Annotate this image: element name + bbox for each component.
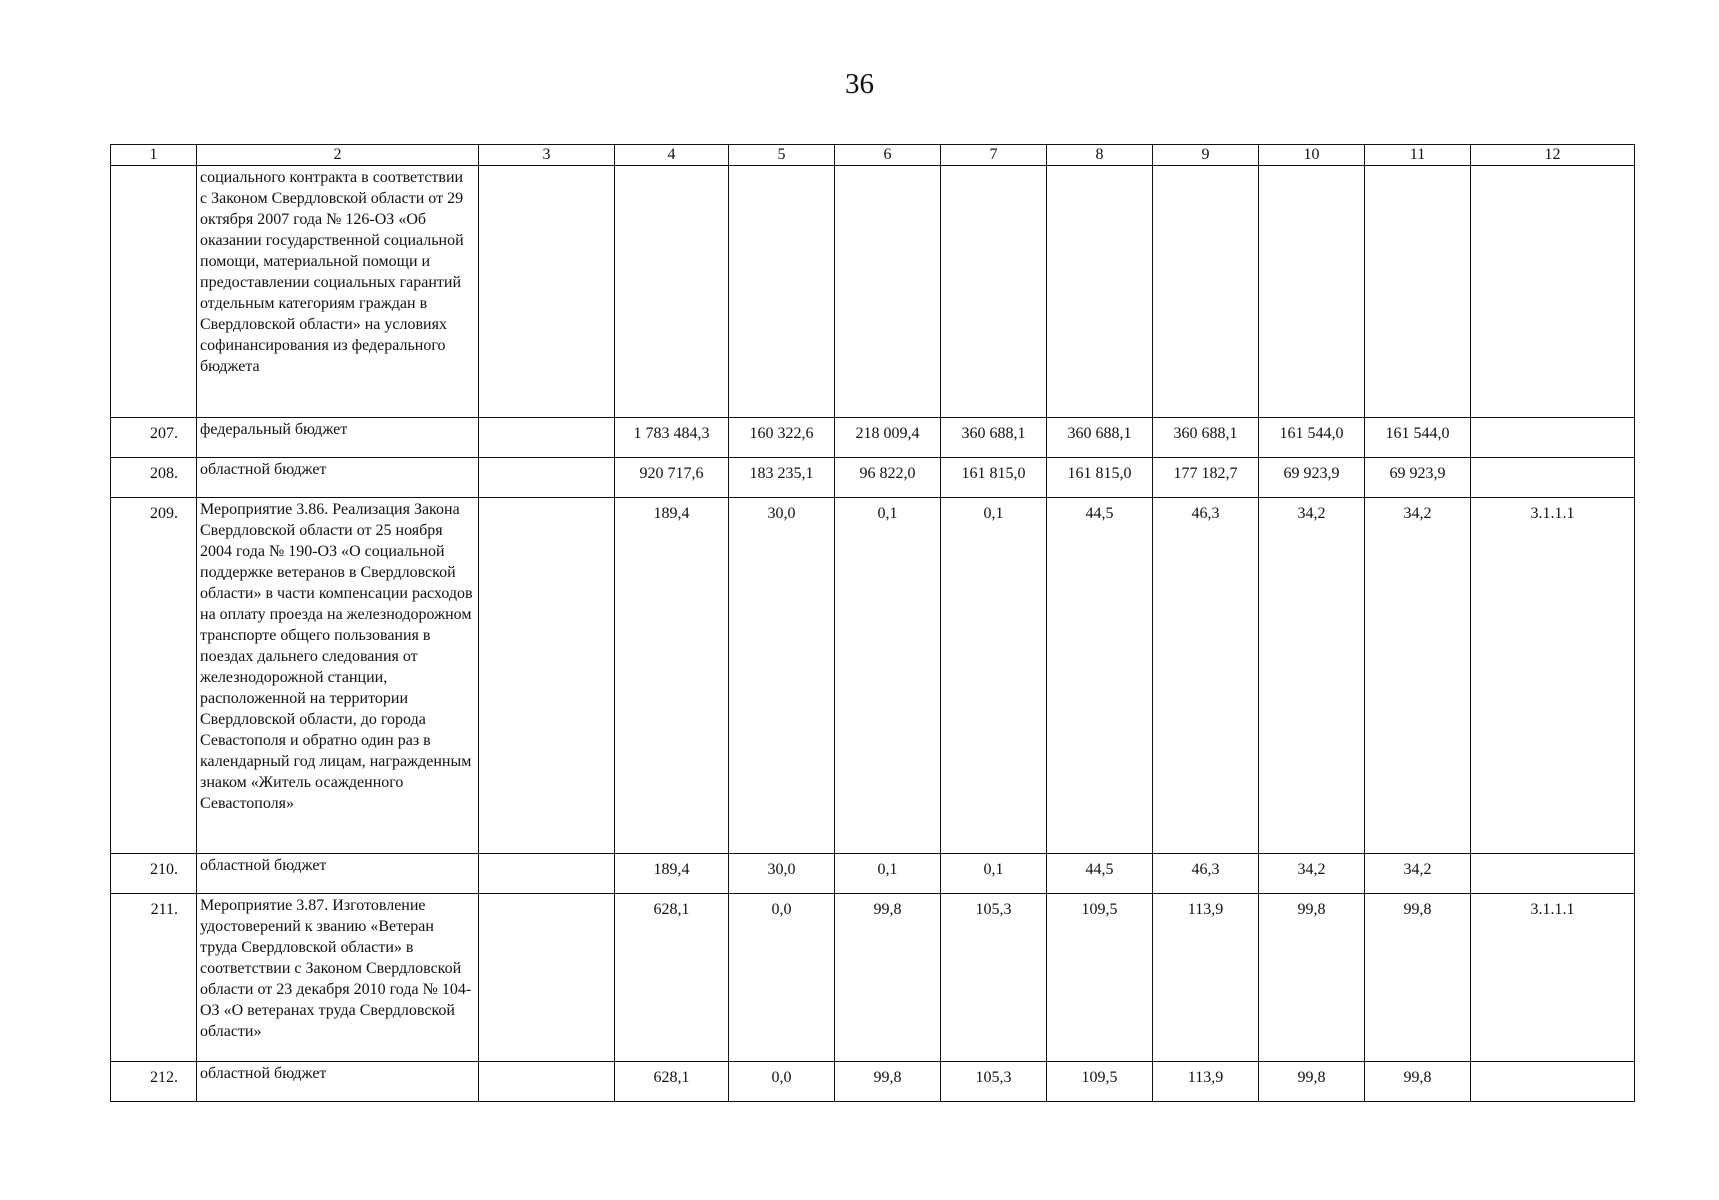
target-code-cell: 3.1.1.1 [1471,894,1635,1062]
value-cell-col-5: 160 322,6 [729,418,835,458]
row-description: Мероприятие 3.87. Изготовление удостоверений к званию «Ветеран труда Свердловской области» в соответствии с Законом Свердловской области от 23 декабря 2010 года № 104-ОЗ «О ветеранах труда Свердловской области» [197,894,479,1062]
column-header: 12 [1471,145,1635,166]
continuation-text: социального контракта в соответствии с Законом Свердловской области от 29 октября 2007 года № 126-ОЗ «Об оказании государственной социальной помощи, материальной помощи и предоставлении социальных гарантий отдельным категориям граждан в Свердловской области» на условиях софинансирования из федерального бюджета [197,166,479,418]
value-cell-col-7: 161 815,0 [941,458,1047,498]
value-cell-col-6: 0,1 [835,854,941,894]
value-cell-col-9: 46,3 [1153,498,1259,854]
table-row [111,458,1635,498]
target-code-cell [1471,418,1635,458]
table-row [111,894,1635,1062]
value-cell-col-6: 96 822,0 [835,458,941,498]
row-description: областной бюджет [197,854,479,894]
value-cell-col-5: 30,0 [729,854,835,894]
column-header: 8 [1047,145,1153,166]
row-description: Мероприятие 3.86. Реализация Закона Свердловской области от 25 ноября 2004 года № 190-ОЗ «О социальной поддержке ветеранов в Свердловской области» в части компенсации расходов на оплату проезда на железнодорожном транспорте общего пользования в поездах дальнего следования от железнодорожной станции, расположенной на территории Свердловской области, до города Севастополя и обратно один раз в календарный год лицам, награжденным знаком «Житель осажденного Севастополя» [197,498,479,854]
row-number: 211. [111,894,197,1062]
target-code-cell [1471,854,1635,894]
target-code-cell [1471,1062,1635,1102]
table-row [111,854,1635,894]
value-cell-col-10: 34,2 [1259,854,1365,894]
value-cell-col-11: 99,8 [1365,894,1471,1062]
column-header: 4 [615,145,729,166]
column-header: 11 [1365,145,1471,166]
table-row [111,1062,1635,1102]
value-cell-col-4: 189,4 [615,498,729,854]
empty-cell [615,166,729,418]
value-cell-col-9: 46,3 [1153,854,1259,894]
value-cell-col-4: 628,1 [615,894,729,1062]
value-cell-col-6: 99,8 [835,1062,941,1102]
empty-cell [479,166,615,418]
value-cell-col-10: 69 923,9 [1259,458,1365,498]
value-cell-col-8: 161 815,0 [1047,458,1153,498]
column-header: 9 [1153,145,1259,166]
value-cell-col-10: 34,2 [1259,498,1365,854]
value-cell-col-7: 0,1 [941,854,1047,894]
empty-cell [1471,166,1635,418]
page-number: 36 [845,68,874,100]
value-cell-col-4: 920 717,6 [615,458,729,498]
column-header: 3 [479,145,615,166]
table-row [111,498,1635,854]
value-cell-col-8: 44,5 [1047,498,1153,854]
value-cell-col-9: 113,9 [1153,1062,1259,1102]
row-number: 207. [111,418,197,458]
value-cell-col-4: 1 783 484,3 [615,418,729,458]
value-cell-col-5: 183 235,1 [729,458,835,498]
column-3-cell [479,458,615,498]
row-number: 212. [111,1062,197,1102]
column-3-cell [479,1062,615,1102]
row-number: 210. [111,854,197,894]
row-number: 209. [111,498,197,854]
value-cell-col-5: 0,0 [729,894,835,1062]
value-cell-col-8: 109,5 [1047,1062,1153,1102]
value-cell-col-11: 34,2 [1365,498,1471,854]
target-code-cell: 3.1.1.1 [1471,498,1635,854]
value-cell-col-8: 360 688,1 [1047,418,1153,458]
value-cell-col-5: 0,0 [729,1062,835,1102]
value-cell-col-7: 105,3 [941,894,1047,1062]
row-number-cell [111,166,197,418]
value-cell-col-10: 99,8 [1259,894,1365,1062]
value-cell-col-11: 69 923,9 [1365,458,1471,498]
empty-cell [1259,166,1365,418]
value-cell-col-11: 161 544,0 [1365,418,1471,458]
row-description: областной бюджет [197,1062,479,1102]
column-header: 7 [941,145,1047,166]
column-header: 2 [197,145,479,166]
table-row [111,418,1635,458]
column-3-cell [479,498,615,854]
column-header: 6 [835,145,941,166]
value-cell-col-9: 113,9 [1153,894,1259,1062]
value-cell-col-7: 105,3 [941,1062,1047,1102]
column-header: 10 [1259,145,1365,166]
empty-cell [1153,166,1259,418]
row-description: областной бюджет [197,458,479,498]
value-cell-col-8: 44,5 [1047,854,1153,894]
value-cell-col-4: 189,4 [615,854,729,894]
row-description: федеральный бюджет [197,418,479,458]
value-cell-col-7: 0,1 [941,498,1047,854]
empty-cell [1365,166,1471,418]
value-cell-col-6: 218 009,4 [835,418,941,458]
value-cell-col-9: 177 182,7 [1153,458,1259,498]
column-header: 5 [729,145,835,166]
header-row [111,145,1635,166]
value-cell-col-6: 99,8 [835,894,941,1062]
value-cell-col-4: 628,1 [615,1062,729,1102]
value-cell-col-11: 34,2 [1365,854,1471,894]
budget-table [110,144,1635,1102]
empty-cell [1047,166,1153,418]
column-3-cell [479,854,615,894]
empty-cell [941,166,1047,418]
value-cell-col-7: 360 688,1 [941,418,1047,458]
target-code-cell [1471,458,1635,498]
value-cell-col-8: 109,5 [1047,894,1153,1062]
value-cell-col-6: 0,1 [835,498,941,854]
value-cell-col-10: 161 544,0 [1259,418,1365,458]
value-cell-col-9: 360 688,1 [1153,418,1259,458]
value-cell-col-10: 99,8 [1259,1062,1365,1102]
value-cell-col-11: 99,8 [1365,1062,1471,1102]
empty-cell [835,166,941,418]
column-3-cell [479,894,615,1062]
continuation-row [111,166,1635,418]
empty-cell [729,166,835,418]
row-number: 208. [111,458,197,498]
value-cell-col-5: 30,0 [729,498,835,854]
column-3-cell [479,418,615,458]
column-header: 1 [111,145,197,166]
